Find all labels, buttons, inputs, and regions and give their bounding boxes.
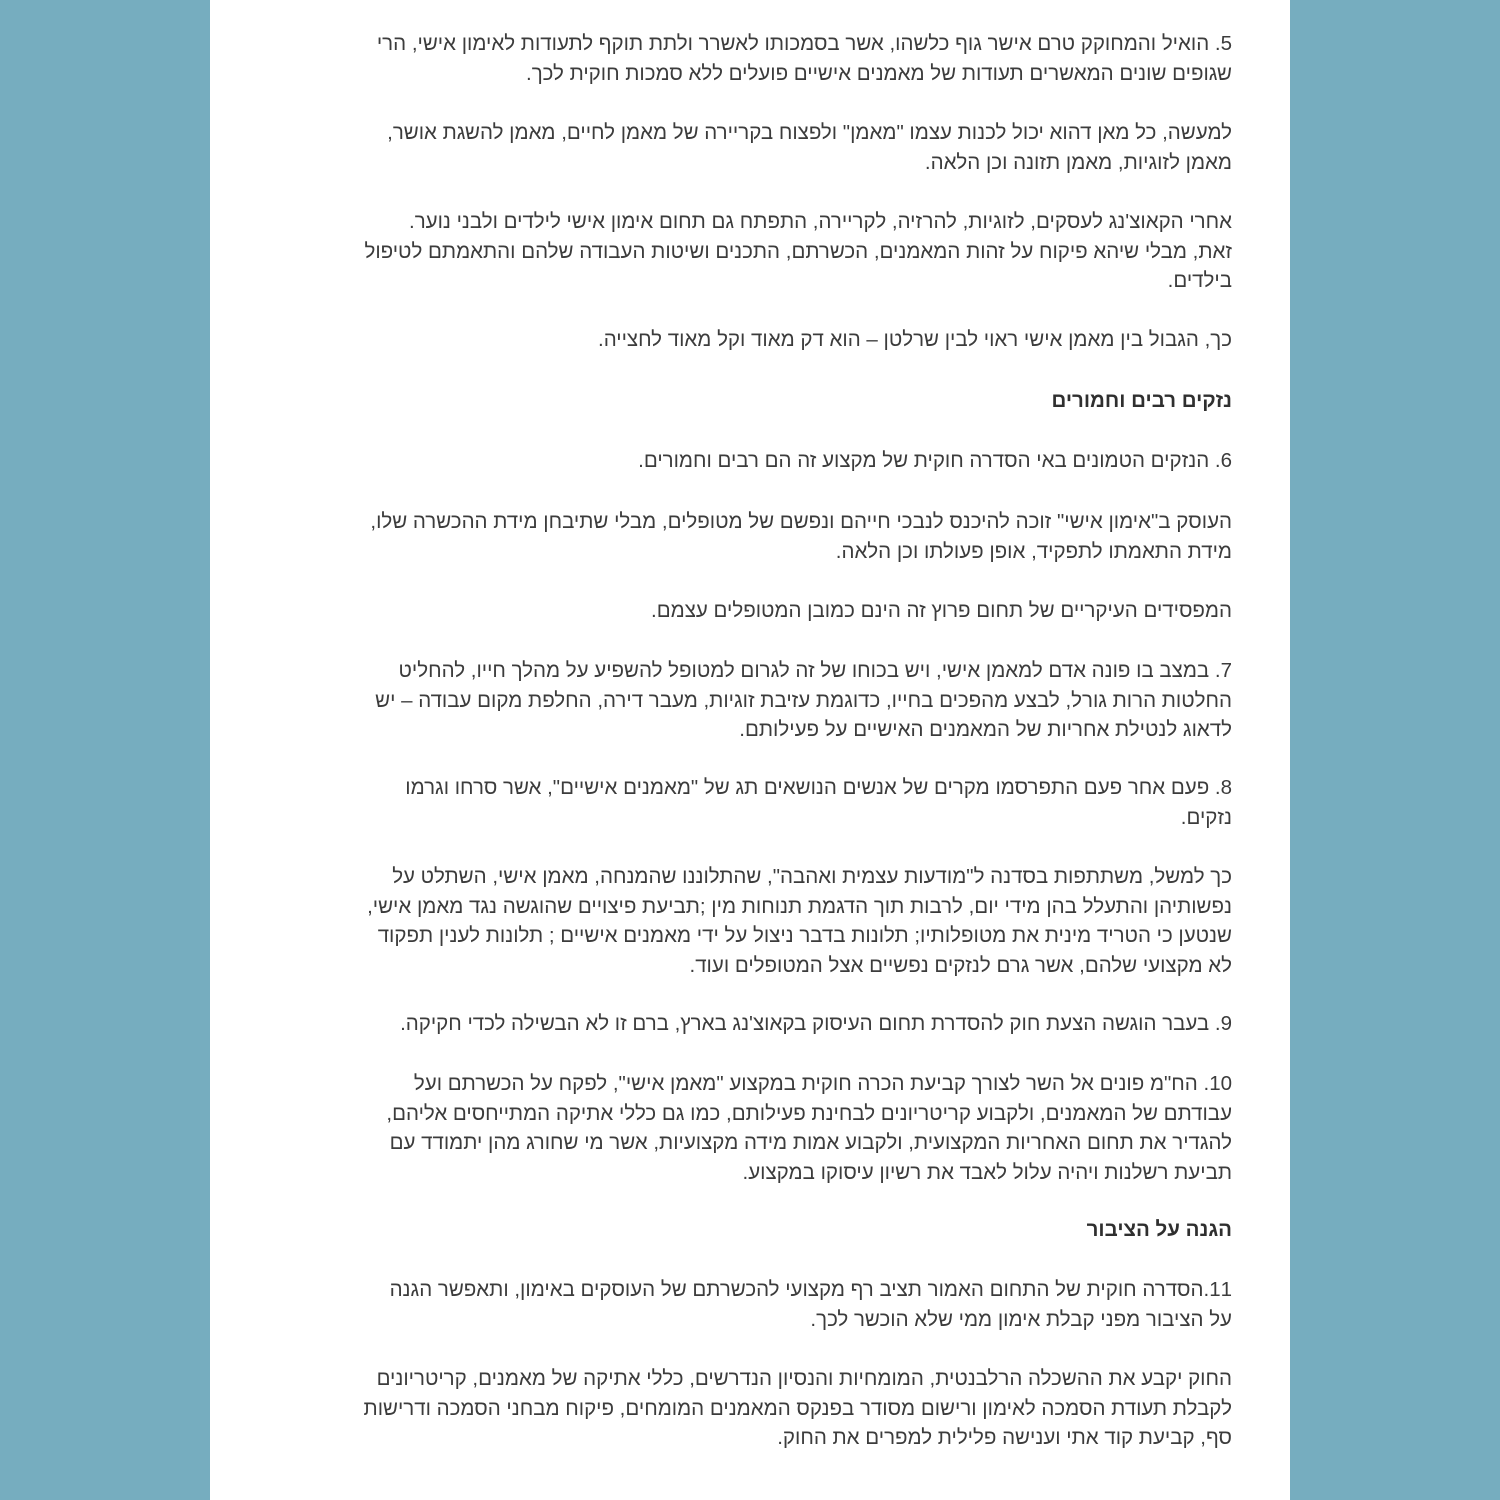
- text-line: 9. בעבר הוגשה הצעת חוק להסדרת תחום העיסוק בקאוצ'נג בארץ, ברם זו לא הבשילה לכדי חקיקה.: [400, 1012, 1232, 1035]
- text-line: כך למשל, משתתפות בסדנה ל"מודעות עצמית ואהבה", שהתלוננו שהמנחה, מאמן אישי, השתלט על: [392, 865, 1232, 888]
- document-page: [210, 0, 1290, 1500]
- heading-text: נזקים רבים וחמורים: [1051, 389, 1232, 412]
- text-line: 11.הסדרה חוקית של התחום האמור תציב רף מקצועי להכשרתם של העוסקים באימון, ותאפשר הגנה: [389, 1278, 1232, 1301]
- text-line: החלטות הרות גורל, לבצע מהפכים בחייו, כדוגמת עזיבת זוגיות, מעבר דירה, החלפת מקום עבודה – יש: [375, 688, 1232, 712]
- paragraph-6: [252, 446, 1232, 476]
- text-line: 10. הח"מ פונים אל השר לצורך קביעת הכרה חוקית במקצוע "מאמן אישי", לפקח על הכשרתם ועל: [413, 1072, 1232, 1095]
- document-body: [210, 0, 1290, 1500]
- text-line: מידת התאמתו לתפקיד, אופן פעולתו וכן הלאה.: [835, 539, 1232, 563]
- text-line: 5. הואיל והמחוקק טרם אישר גוף כלשהו, אשר בסמכותו לאשרר ולתת תוקף לתעודות לאימון אישי, הרי: [376, 32, 1232, 55]
- text-line: מאמן לזוגיות, מאמן תזונה וכן הלאה.: [924, 150, 1232, 174]
- text-line: בילדים.: [1167, 269, 1232, 292]
- paragraph-charlatan: [252, 325, 1232, 355]
- paragraph-anyone-coach: [252, 118, 1232, 177]
- paragraph-8: [252, 773, 1232, 832]
- section-heading-damages: [252, 386, 1232, 416]
- text-line: על הציבור מפני קבלת אימון ממי שלא הוכשר לכך.: [810, 1307, 1232, 1331]
- paragraph-law-provisions: [252, 1364, 1232, 1453]
- text-line: 8. פעם אחר פעם התפרסמו מקרים של אנשים הנושאים תג של "מאמנים אישיים", אשר סרחו וגרמו: [405, 776, 1232, 799]
- paragraph-7: [252, 656, 1232, 745]
- paragraph-youth-coaching: [252, 207, 1232, 296]
- text-line: זאת, מבלי שיהא פיקוח על זהות המאמנים, הכשרתם, התכנים ושיטות העבודה שלהם והתאמתם לטיפול: [364, 239, 1232, 263]
- paragraph-coach-access: [252, 507, 1232, 566]
- text-line: המפסידים העיקריים של תחום פרוץ זה הינם כמובן המטופלים עצמם.: [651, 599, 1232, 622]
- text-line: אחרי הקאוצ'נג לעסקים, לזוגיות, להרזיה, לקריירה, התפתח גם תחום אימון אישי לילדים ולבני נוער.: [409, 210, 1232, 233]
- paragraph-10: [252, 1069, 1232, 1187]
- paragraph-main-losers: [252, 596, 1232, 626]
- text-line: 7. במצב בו פונה אדם למאמן אישי, ויש בכוחו של זה לגרום למטופל להשפיע על מהלך חייו, להחליט: [398, 659, 1232, 682]
- text-line: למעשה, כל מאן דהוא יכול לכנות עצמו "מאמן" ולפצוח בקריירה של מאמן לחיים, מאמן להשגת אושר,: [387, 121, 1232, 144]
- text-line: להגדיר את תחום האחריות המקצועית, ולקבוע אמות מידה מקצועיות, אשר מי שחורג מהן יתמודד עם: [389, 1131, 1232, 1154]
- text-line: כך, הגבול בין מאמן אישי ראוי לבין שרלטן – הוא דק מאוד וקל מאוד לחצייה.: [598, 328, 1232, 351]
- paragraph-9: [252, 1009, 1232, 1039]
- text-line: נזקים.: [1180, 805, 1232, 829]
- text-line: לדאוג לנטילת אחריות של המאמנים האישיים על פעילותם.: [739, 718, 1232, 741]
- text-line: שנטען כי הטריד מינית את מטופלותיו; תלונות בדבר ניצול על ידי מאמנים אישיים ; תלונות לענין תפקוד: [377, 924, 1232, 947]
- text-line: סף, קביעת קוד אתי וענישה פלילית למפרים את החוק.: [777, 1426, 1232, 1449]
- text-line: שגופים שונים המאשרים תעודות של מאמנים אישיים פועלים ללא סמכות חוקית לכך.: [526, 61, 1232, 85]
- paragraph-5: [252, 29, 1232, 88]
- text-line: החוק יקבע את ההשכלה הרלבנטית, המומחיות והנסיון הנדרשים, כללי אתיקה של מאמנים, קריטריונים: [376, 1367, 1232, 1390]
- text-line: עבודתם של המאמנים, ולקבוע קריטריונים לבחינת פעילותם, כמו גם כללי אתיקה המתייחסים אליהם,: [386, 1101, 1232, 1125]
- section-heading-public-protection: [252, 1215, 1232, 1245]
- text-line: נפשותיהן והתעלל בהן מידי יום, לרבות תוך הדגמת תנוחות מין ;תביעת פיצויים שהוגשה נגד מאמן אישי,: [367, 894, 1232, 918]
- text-line: לקבלת תעודת הסמכה לאימון ורישום מסודר בפנקס המאמנים המומחים, פיקוח מבחני הסמכה ודרישות: [363, 1396, 1232, 1420]
- paragraph-11: [252, 1275, 1232, 1334]
- text-line: 6. הנזקים הטמונים באי הסדרה חוקית של מקצוע זה הם רבים וחמורים.: [638, 449, 1232, 472]
- heading-text: הגנה על הציבור: [1086, 1218, 1232, 1241]
- text-line: העוסק ב"אימון אישי" זוכה להיכנס לנבכי חייהם ונפשם של מטופלים, מבלי שתיבחן מידת ההכשרה שלו,: [370, 510, 1232, 533]
- text-line: לא מקצועי שלהם, אשר גרם לנזקים נפשיים אצל המטופלים ועוד.: [689, 953, 1232, 977]
- paragraph-examples: [252, 862, 1232, 980]
- text-line: תביעת רשלנות ויהיה עלול לאבד את רשיון עיסוקו במקצוע.: [742, 1160, 1232, 1184]
